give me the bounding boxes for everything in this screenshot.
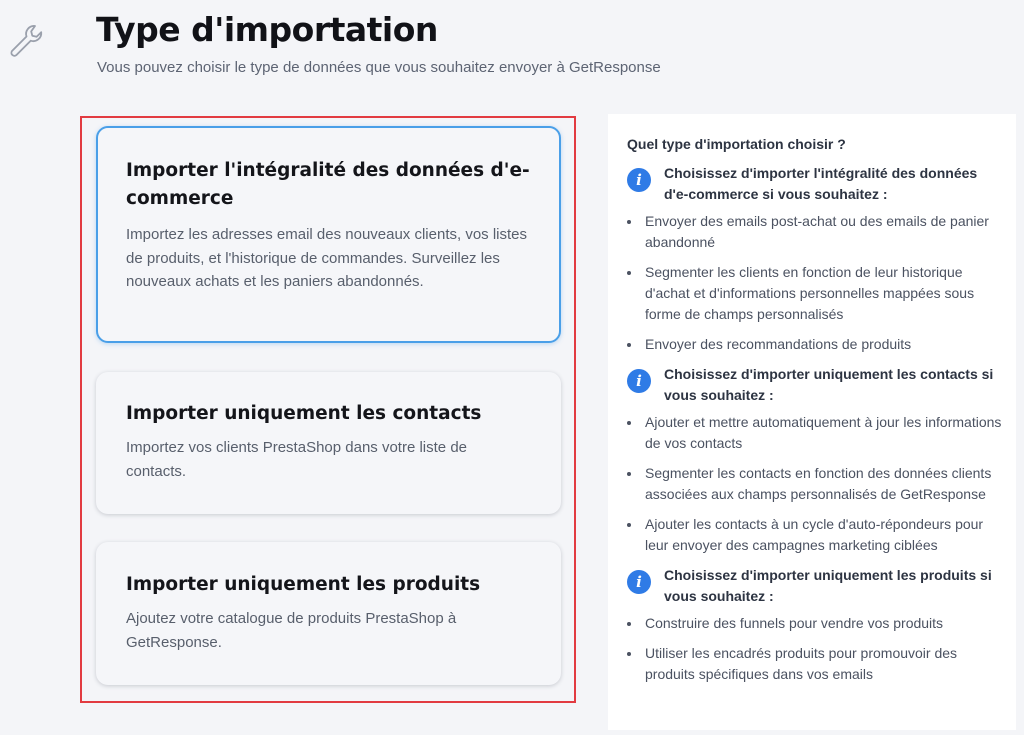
option-card-contacts-only[interactable]	[96, 372, 561, 514]
help-title: Quel type d'importation choisir ?	[627, 136, 846, 152]
list-item: Ajouter et mettre automatiquement à jour les informations de vos contacts	[627, 412, 1002, 454]
option-description: Importez les adresses email des nouveaux clients, vos listes de produits, et l'historique de commandes. Surveillez les nouveaux achats et les paniers abandonnés.	[126, 226, 528, 290]
list-item: Segmenter les clients en fonction de leur historique d'achat et d'informations personnelles mappées sous forme de champs personnalisés	[627, 262, 1002, 325]
option-card-products-only[interactable]	[96, 542, 561, 685]
option-title: Importer uniquement les contacts	[126, 403, 482, 424]
list-item: Ajouter les contacts à un cycle d'auto-répondeurs pour leur envoyer des campagnes marketing ciblées	[627, 514, 1002, 556]
help-section-products	[627, 565, 1002, 607]
list-item: Envoyer des recommandations de produits	[627, 334, 1002, 355]
option-title: Importer uniquement les produits	[126, 574, 481, 595]
help-section-heading: Choisissez d'importer uniquement les produits si vous souhaitez :	[664, 567, 992, 604]
page-subtitle: Vous pouvez choisir le type de données que vous souhaitez envoyer à GetResponse	[97, 59, 661, 76]
wrench-icon	[6, 22, 46, 62]
option-card-full-ecommerce[interactable]	[96, 126, 561, 343]
list-item: Envoyer des emails post-achat ou des emails de panier abandonné	[627, 211, 1002, 253]
help-list	[627, 412, 1002, 556]
help-section-heading: Choisissez d'importer l'intégralité des données d'e-commerce si vous souhaitez :	[664, 165, 978, 202]
help-section-contacts	[627, 364, 1002, 406]
list-item: Utiliser les encadrés produits pour promouvoir des produits spécifiques dans vos emails	[627, 643, 1002, 685]
page-title: Type d'importation	[96, 10, 438, 49]
help-section-heading: Choisissez d'importer uniquement les contacts si vous souhaitez :	[664, 366, 994, 403]
help-list	[627, 211, 1002, 355]
info-icon: i	[627, 168, 651, 192]
help-panel	[608, 114, 1016, 730]
list-item: Construire des funnels pour vendre vos produits	[627, 613, 1002, 634]
option-title: Importer l'intégralité des données d'e-commerce	[126, 160, 530, 209]
option-description: Ajoutez votre catalogue de produits PrestaShop à GetResponse.	[126, 610, 457, 651]
list-item: Segmenter les contacts en fonction des données clients associées aux champs personnalisés de GetResponse	[627, 463, 1002, 505]
info-icon: i	[627, 570, 651, 594]
option-description: Importez vos clients PrestaShop dans votre liste de contacts.	[126, 439, 468, 480]
help-list	[627, 613, 1002, 685]
info-icon: i	[627, 369, 651, 393]
help-section-ecommerce	[627, 163, 1002, 205]
